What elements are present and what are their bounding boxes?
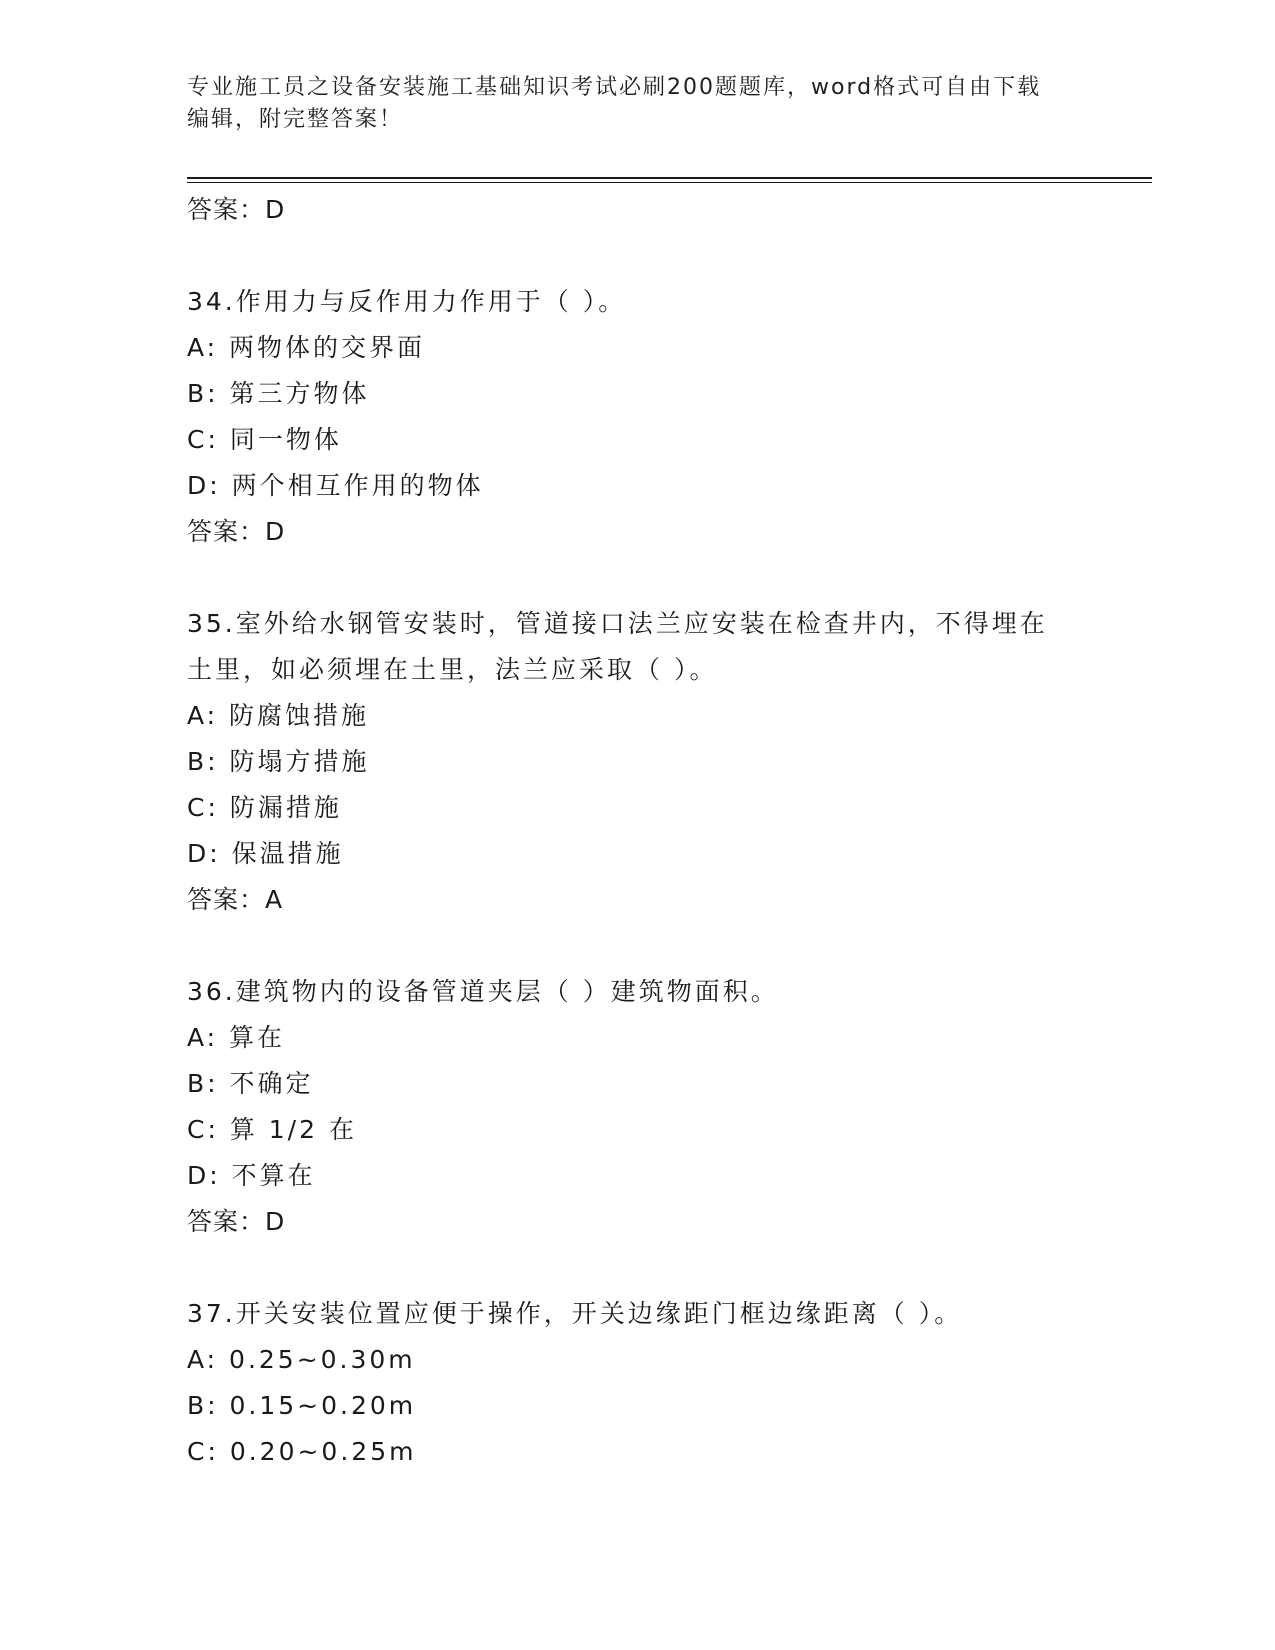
question-37-option-a: A: 0.25~0.30m [187,1345,416,1374]
question-36-option-c: C: 算 1/2 在 [187,1115,357,1144]
question-34-answer: 答案：D [187,517,286,546]
question-35-option-c: C: 防漏措施 [187,793,342,822]
question-37 [187,1291,1087,1475]
header-divider-thin [187,182,1152,183]
question-34-option-c: C: 同一物体 [187,425,342,454]
question-35-stem-line-2: 土里，如必须埋在土里，法兰应采取（ ）。 [187,655,718,684]
question-35-answer: 答案：A [187,885,284,914]
question-36-stem: 36.建筑物内的设备管道夹层（ ）建筑物面积。 [187,977,779,1006]
question-37-stem: 37.开关安装位置应便于操作，开关边缘距门框边缘距离（ ）。 [187,1299,963,1328]
document-header [187,72,1067,136]
question-34-option-d: D: 两个相互作用的物体 [187,471,484,500]
header-line-2: 编辑，附完整答案！ [187,107,404,132]
question-36-option-d: D: 不算在 [187,1161,316,1190]
question-34 [187,279,1087,555]
document-body [187,187,1087,1475]
question-34-option-b: B: 第三方物体 [187,379,370,408]
question-37-option-b: B: 0.15~0.20m [187,1391,417,1420]
question-36-option-a: A: 算在 [187,1023,286,1052]
header-divider-thick [187,177,1152,179]
answer-33: 答案：D [187,195,286,224]
question-35-stem-line-1: 35.室外给水钢管安装时，管道接口法兰应安装在检查井内，不得埋在 [187,609,1048,638]
header-line-1: 专业施工员之设备安装施工基础知识考试必刷200题题库，word格式可自由下载 [187,75,1042,100]
question-34-stem: 34.作用力与反作用力作用于（ ）。 [187,287,627,316]
question-35 [187,601,1087,923]
question-35-option-b: B: 防塌方措施 [187,747,370,776]
question-34-option-a: A: 两物体的交界面 [187,333,426,362]
question-36 [187,969,1087,1245]
question-35-option-a: A: 防腐蚀措施 [187,701,370,730]
question-35-option-d: D: 保温措施 [187,839,344,868]
question-37-option-c: C: 0.20~0.25m [187,1437,417,1466]
question-36-option-b: B: 不确定 [187,1069,314,1098]
question-36-answer: 答案：D [187,1207,286,1236]
